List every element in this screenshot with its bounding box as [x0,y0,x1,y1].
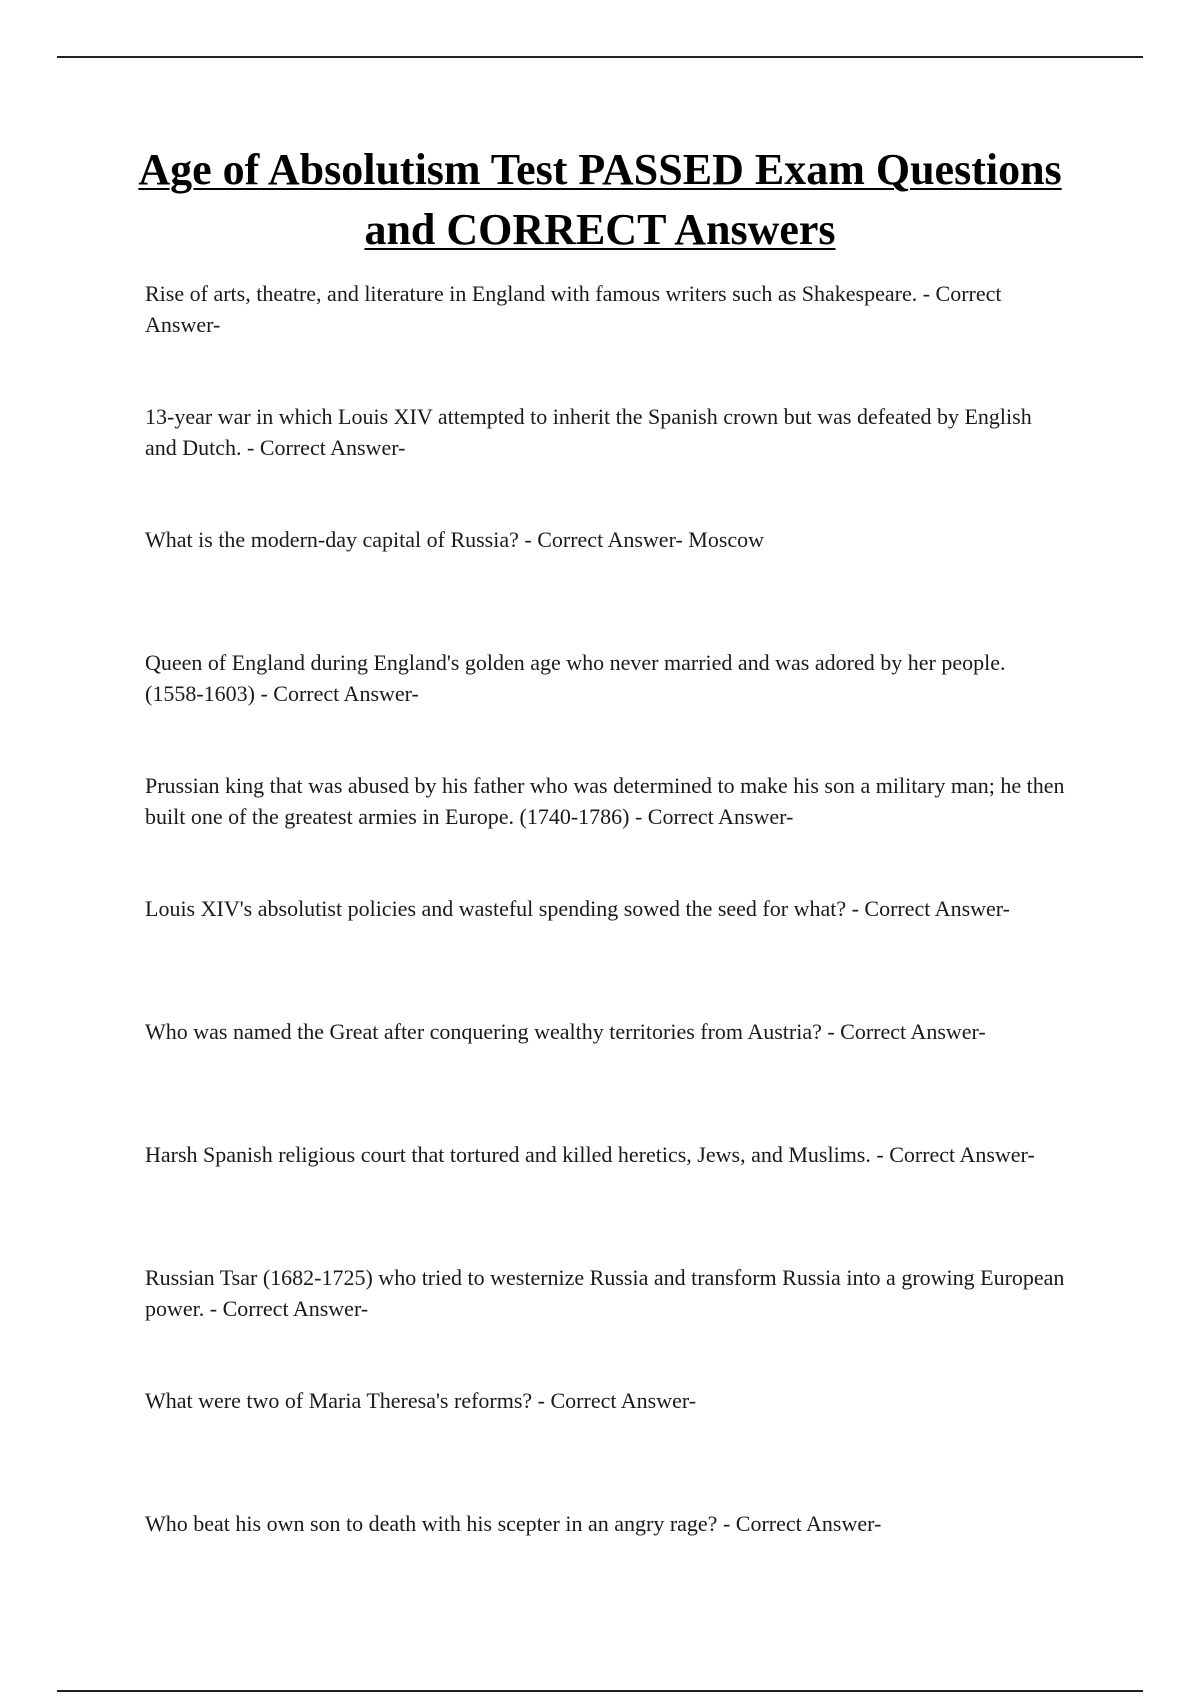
question-item: What is the modern-day capital of Russia? - Correct Answer- Moscow [145,527,765,552]
footer-rule [57,1690,1143,1692]
question-item: Who beat his own son to death with his scepter in an angry rage? - Correct Answer- [145,1511,882,1536]
question-item: Prussian king that was abused by his father who was determined to make his son a military man; he then built one of the greatest armies in Europe. (1740-1786) - Correct Answer- [145,773,1065,829]
document-title: Age of Absolutism Test PASSED Exam Questions and CORRECT Answers [138,145,1062,254]
question-list [145,278,1065,1631]
question-item: Who was named the Great after conquering wealthy territories from Austria? - Correct Answer- [145,1019,986,1044]
question-item: Russian Tsar (1682-1725) who tried to westernize Russia and transform Russia into a growing European power. - Correct Answer- [145,1265,1065,1321]
question-item: Harsh Spanish religious court that tortured and killed heretics, Jews, and Muslims. - Correct Answer- [145,1142,1035,1167]
question-item: Rise of arts, theatre, and literature in England with famous writers such as Shakespeare. - Correct Answer- [145,281,1002,337]
header-rule [57,56,1143,58]
question-item: Louis XIV's absolutist policies and wasteful spending sowed the seed for what? - Correct Answer- [145,896,1010,921]
question-item: 13-year war in which Louis XIV attempted to inherit the Spanish crown but was defeated by English and Dutch. - Correct Answer- [145,404,1032,460]
question-item: Queen of England during England's golden age who never married and was adored by her people. (1558-1603) - Correct Answer- [145,650,1006,706]
question-item: What were two of Maria Theresa's reforms? - Correct Answer- [145,1388,697,1413]
